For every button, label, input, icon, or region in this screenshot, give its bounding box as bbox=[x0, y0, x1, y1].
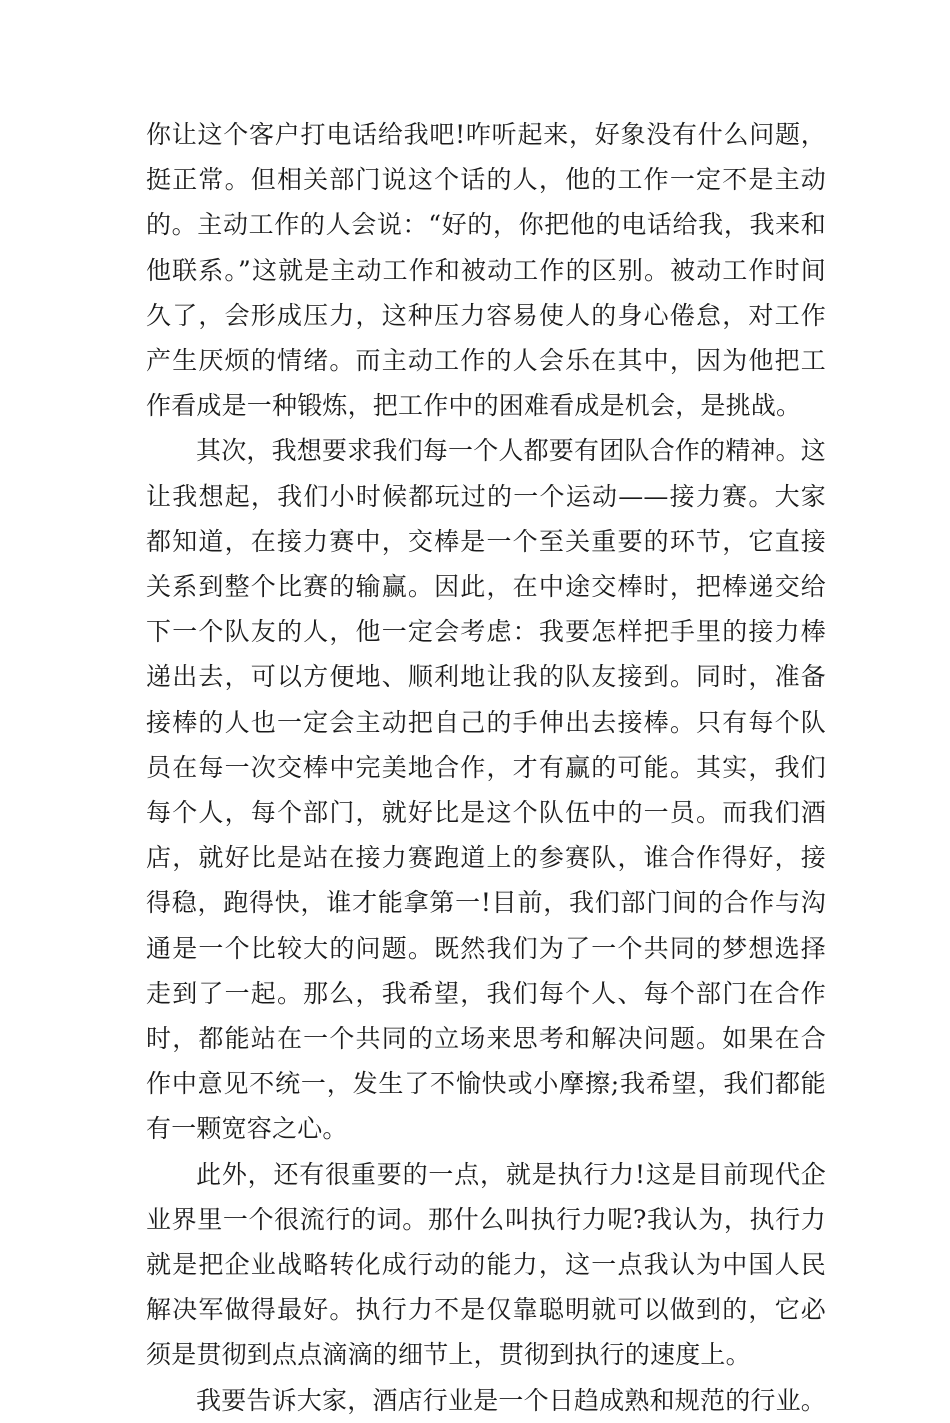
paragraph-4: 我要告诉大家，酒店行业是一个日趋成熟和规范的行业。 bbox=[196, 1385, 827, 1415]
paragraph-2: 其次，我想要求我们每一个人都要有团队合作的精神。这让我想起，我们小时候都玩过的一个运动——接力赛。大家都知道，在接力赛中，交棒是一个至关重要的环节，它直接关系到整个比赛的输赢。因此，在中途交棒时，把棒递交给下一个队友的人，他一定会考虑：我要怎样把手里的接力棒递出去，可以方便地、顺利地让我的队友接到。同时，准备接棒的人也一定会主动把自己的手伸出去接棒。只有每个队员在每一次交棒中完美地合作，才有赢的可能。其实，我们每个人，每个部门，就好比是这个队伍中的一员。而我们酒店，就好比是站在接力赛跑道上的参赛队，谁合作得好，接得稳，跑得快，谁才能拿第一!目前，我们部门间的合作与沟通是一个比较大的问题。既然我们为了一个共同的梦想选择走到了一起。那么，我希望，我们每个人、每个部门在合作时，都能站在一个共同的立场来思考和解决问题。如果在合作中意见不统一，发生了不愉快或小摩擦;我希望，我们都能有一颗宽容之心。 bbox=[146, 436, 827, 1144]
document-body bbox=[146, 112, 826, 1423]
paragraph-3: 此外，还有很重要的一点，就是执行力!这是目前现代企业界里一个很流行的词。那什么叫执行力呢?我认为，执行力就是把企业战略转化成行动的能力，这一点我认为中国人民解决军做得最好。执行力不是仅靠聪明就可以做到的，它必须是贯彻到点点滴滴的细节上，贯彻到执行的速度上。 bbox=[146, 1159, 826, 1370]
paragraph-1: 你让这个客户打电话给我吧!咋听起来，好象没有什么问题，挺正常。但相关部门说这个话的人，他的工作一定不是主动的。主动工作的人会说：“好的，你把他的电话给我，我来和他联系。”这就是主动工作和被动工作的区别。被动工作时间久了，会形成压力，这种压力容易使人的身心倦怠，对工作产生厌烦的情绪。而主动工作的人会乐在其中，因为他把工作看成是一种锻炼，把工作中的困难看成是机会，是挑战。 bbox=[146, 120, 826, 421]
